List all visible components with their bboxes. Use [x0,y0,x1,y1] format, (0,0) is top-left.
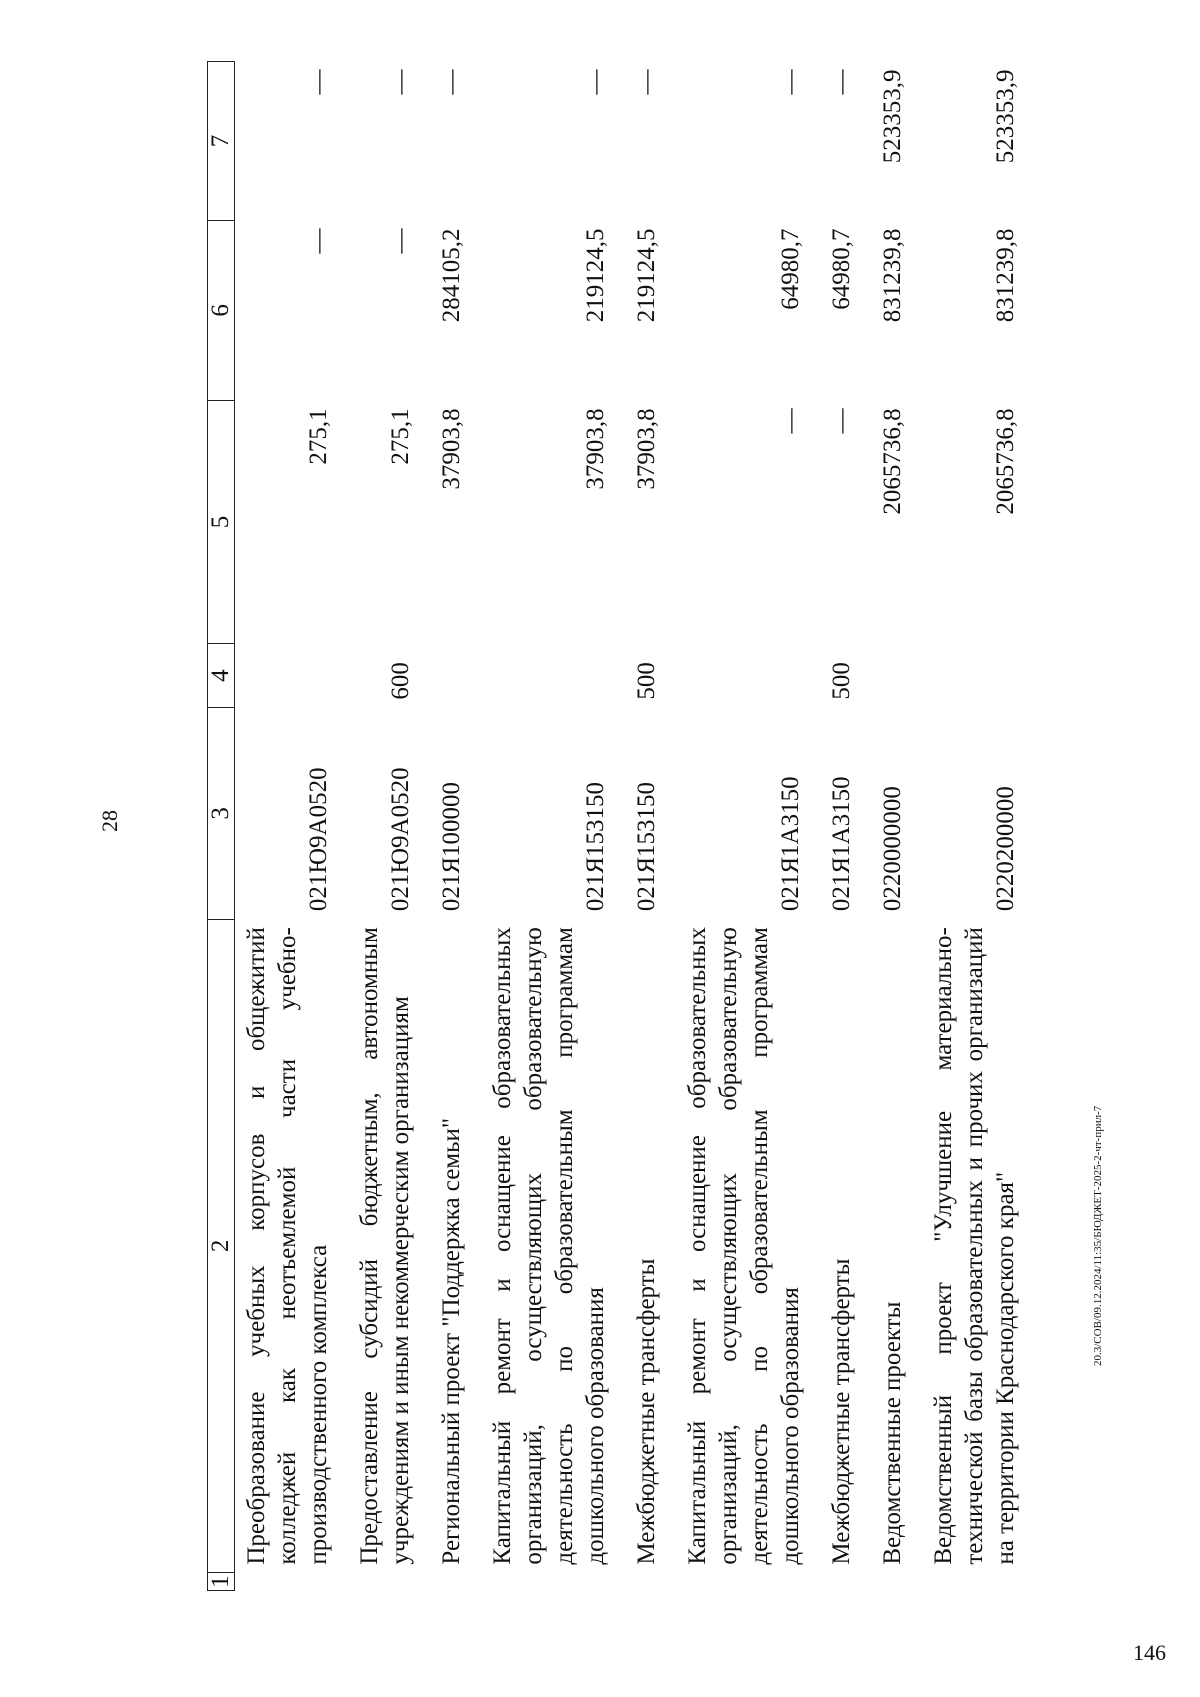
row-type: 500 [828,662,855,700]
row-value-6: — [387,228,414,254]
table-row [922,62,1035,1591]
table-row [676,62,820,1591]
row-value-7: 523353,9 [992,69,1019,164]
row-value-7: — [305,69,332,95]
row-type [871,643,922,707]
row-value-6: 831239,8 [879,228,906,323]
table-header-row [208,62,235,1591]
row-col1 [430,1573,481,1591]
budget-table [207,61,1035,1591]
table-row [625,62,676,1591]
row-value-5: 37903,8 [633,408,660,490]
table-body [235,62,1036,1591]
row-code: 0220200000 [992,786,1019,912]
row-col1 [922,1573,1035,1591]
row-type: 600 [387,662,414,700]
row-value-7: — [582,69,609,95]
row-value-5: 275,1 [387,408,414,465]
row-value-5: 2065736,8 [992,408,1019,515]
row-value-7: — [387,69,414,95]
row-value-5: — [777,408,804,434]
row-code: 0220000000 [879,786,906,912]
row-col1 [820,1573,871,1591]
col-header-5: 5 [208,400,235,643]
row-col1 [676,1573,820,1591]
row-value-5: 2065736,8 [879,408,906,515]
table-row [481,62,625,1591]
row-type [481,643,625,707]
col-header-3: 3 [208,708,235,920]
row-value-7: — [438,69,465,95]
row-value-7: — [633,69,660,95]
sheet-number: 146 [1133,1640,1166,1665]
table-row [430,62,481,1591]
row-value-5: 275,1 [305,408,332,465]
row-type [676,643,820,707]
row-value-6: 284105,2 [438,228,465,323]
row-value-6: 219124,5 [582,228,609,323]
row-name: Региональный проект "Поддержка семьи" [438,1117,465,1565]
document-code: 20.3/СОВ/09.12.2024/11:35/БЮДЖЕТ-2025-2-чт-прил-7 [1092,1105,1104,1366]
row-col1 [348,1573,430,1591]
row-value-6: 219124,5 [633,228,660,323]
row-value-6: 831239,8 [992,228,1019,323]
table-row [348,62,430,1591]
row-name: Преобразование учебных корпусов и общежитий колледжей как неотъемлемой части учебно-производственного комплекса [243,927,332,1565]
col-header-2: 2 [208,919,235,1572]
col-header-6: 6 [208,220,235,400]
row-type: 500 [633,662,660,700]
row-name: Капитальный ремонт и оснащение образовательных организаций, осуществляющих образовательную деятельность по образовательным программам дошкольного образования [684,927,804,1565]
row-value-6: 64980,7 [828,228,855,310]
row-value-5: 37903,8 [582,408,609,490]
row-code: 021Я1А3150 [777,776,804,912]
row-name: Межбюджетные трансферты [828,1258,855,1565]
budget-table-rotated [207,61,1019,1591]
row-code: 021Я1А3150 [828,776,855,912]
row-name: Предоставление субсидий бюджетным, автономным учреждениям и иным некоммерческим организациям [356,927,414,1565]
row-type [235,643,349,707]
row-name: Ведомственный проект "Улучшение материально-технической базы образовательных и прочих организаций на территории Краснодарского края" [930,927,1019,1565]
col-header-1: 1 [208,1573,235,1591]
row-value-6: 64980,7 [777,228,804,310]
row-value-5: — [828,408,855,434]
table-row [820,62,871,1591]
col-header-4: 4 [208,643,235,707]
table-row [871,62,922,1591]
row-type [430,643,481,707]
row-code: 021Ю9А0520 [305,767,332,912]
row-value-5: 37903,8 [438,408,465,490]
row-col1 [235,1573,349,1591]
table-row [235,62,349,1591]
row-type [922,643,1035,707]
row-code: 021Ю9А0520 [387,767,414,912]
row-value-7: — [777,69,804,95]
row-value-7: 523353,9 [879,69,906,164]
page-number: 28 [97,810,122,832]
row-name: Ведомственные проекты [879,1301,906,1565]
row-code: 021Я153150 [633,781,660,912]
row-col1 [625,1573,676,1591]
row-name: Межбюджетные трансферты [633,1258,660,1565]
row-value-7: — [828,69,855,95]
row-col1 [871,1573,922,1591]
row-value-6: — [305,228,332,254]
row-name: Капитальный ремонт и оснащение образовательных организаций, осуществляющих образовательную деятельность по образовательным программам дошкольного образования [489,927,609,1565]
row-col1 [481,1573,625,1591]
col-header-7: 7 [208,62,235,221]
row-code: 021Я100000 [438,781,465,912]
row-code: 021Я153150 [582,781,609,912]
